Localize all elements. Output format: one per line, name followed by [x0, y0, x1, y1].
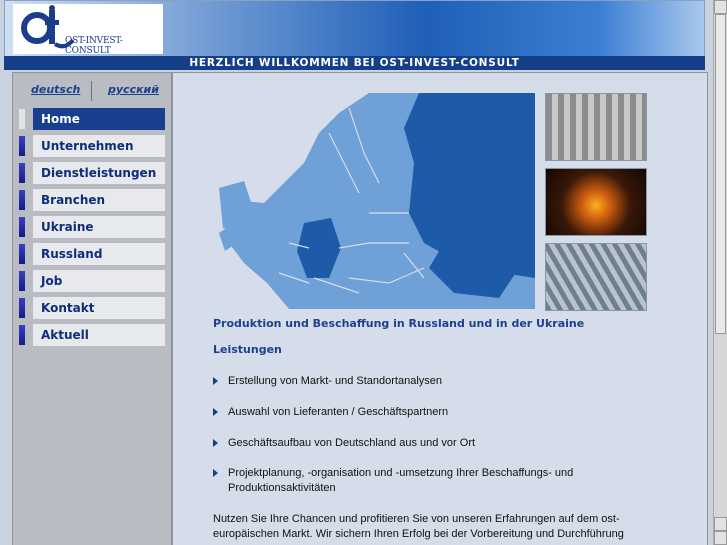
- nav-button[interactable]: Russland: [33, 243, 165, 265]
- nav-marker: [19, 190, 25, 210]
- nav-button[interactable]: Branchen: [33, 189, 165, 211]
- nav-item-kontakt[interactable]: [13, 297, 171, 319]
- sidebar: [12, 72, 172, 545]
- photo-furnace: [545, 168, 647, 236]
- nav-button[interactable]: Ukraine: [33, 216, 165, 238]
- intro-paragraph: Nutzen Sie Ihre Chancen und profitieren Sie von unseren Erfahrungen auf dem ost-europäischen Markt. Wir sichern Ihren Erfolg bei der Vorbereitung und Durchführung: [213, 513, 624, 540]
- list-item-text: Geschäftsaufbau von Deutschland aus und vor Ort: [228, 437, 476, 449]
- photo-factory-tanks: [545, 93, 647, 161]
- nav-item-home[interactable]: [13, 108, 171, 130]
- nav-item-job[interactable]: [13, 270, 171, 292]
- page-title: Produktion und Beschaffung in Russland und in der Ukraine: [213, 317, 585, 330]
- nav-marker: [19, 271, 25, 291]
- scroll-thumb[interactable]: [715, 14, 726, 334]
- list-item-text: Projektplanung, -organisation und -umsetzung Ihrer Beschaffungs- und Produktionsaktivitäten: [228, 467, 574, 494]
- nav-item-russland[interactable]: [13, 243, 171, 265]
- nav-button[interactable]: Home: [33, 108, 165, 130]
- nav-item-unternehmen[interactable]: [13, 135, 171, 157]
- nav-marker: [19, 244, 25, 264]
- bullet-arrow-icon: [213, 439, 218, 447]
- list-item: [213, 374, 623, 389]
- nav-item-dienstleistungen[interactable]: [13, 162, 171, 184]
- nav-marker: [19, 163, 25, 183]
- nav-marker: [19, 109, 25, 129]
- nav-button[interactable]: Dienstleistungen: [33, 162, 165, 184]
- nav-marker: [19, 325, 25, 345]
- vertical-scrollbar[interactable]: [713, 0, 727, 545]
- list-item: [213, 466, 623, 496]
- list-item: [213, 405, 623, 420]
- nav-button[interactable]: Aktuell: [33, 324, 165, 346]
- scroll-up-button-lower[interactable]: [714, 517, 727, 531]
- nav-marker: [19, 298, 25, 318]
- photo-machinery: [545, 243, 647, 311]
- bullet-arrow-icon: [213, 408, 218, 416]
- nav-marker: [19, 136, 25, 156]
- bullet-arrow-icon: [213, 469, 218, 477]
- section-title: Leistungen: [213, 343, 282, 356]
- list-item-text: Auswahl von Lieferanten / Geschäftspartnern: [228, 406, 449, 418]
- list-item: [213, 436, 623, 451]
- nav-item-aktuell[interactable]: [13, 324, 171, 346]
- nav-marker: [19, 217, 25, 237]
- language-link-german[interactable]: deutsch: [31, 83, 81, 96]
- nav-button[interactable]: Job: [33, 270, 165, 292]
- nav-button[interactable]: Unternehmen: [33, 135, 165, 157]
- welcome-bar: HERZLICH WILLKOMMEN BEI OST-INVEST-CONSULT: [4, 56, 705, 70]
- nav-item-ukraine[interactable]: [13, 216, 171, 238]
- language-divider: [91, 81, 92, 101]
- logo[interactable]: [13, 4, 163, 54]
- nav-item-branchen[interactable]: [13, 189, 171, 211]
- scroll-up-button[interactable]: [714, 0, 727, 14]
- main-content: [172, 72, 708, 545]
- language-link-russian[interactable]: русский: [108, 83, 159, 96]
- logo-text: OST-INVEST-CONSULT: [65, 36, 123, 56]
- nav-button[interactable]: Kontakt: [33, 297, 165, 319]
- europe-map: [219, 93, 535, 309]
- header-banner: [4, 0, 705, 58]
- bullet-arrow-icon: [213, 377, 218, 385]
- list-item-text: Erstellung von Markt- und Standortanalysen: [228, 375, 443, 387]
- scroll-down-button[interactable]: [714, 531, 727, 545]
